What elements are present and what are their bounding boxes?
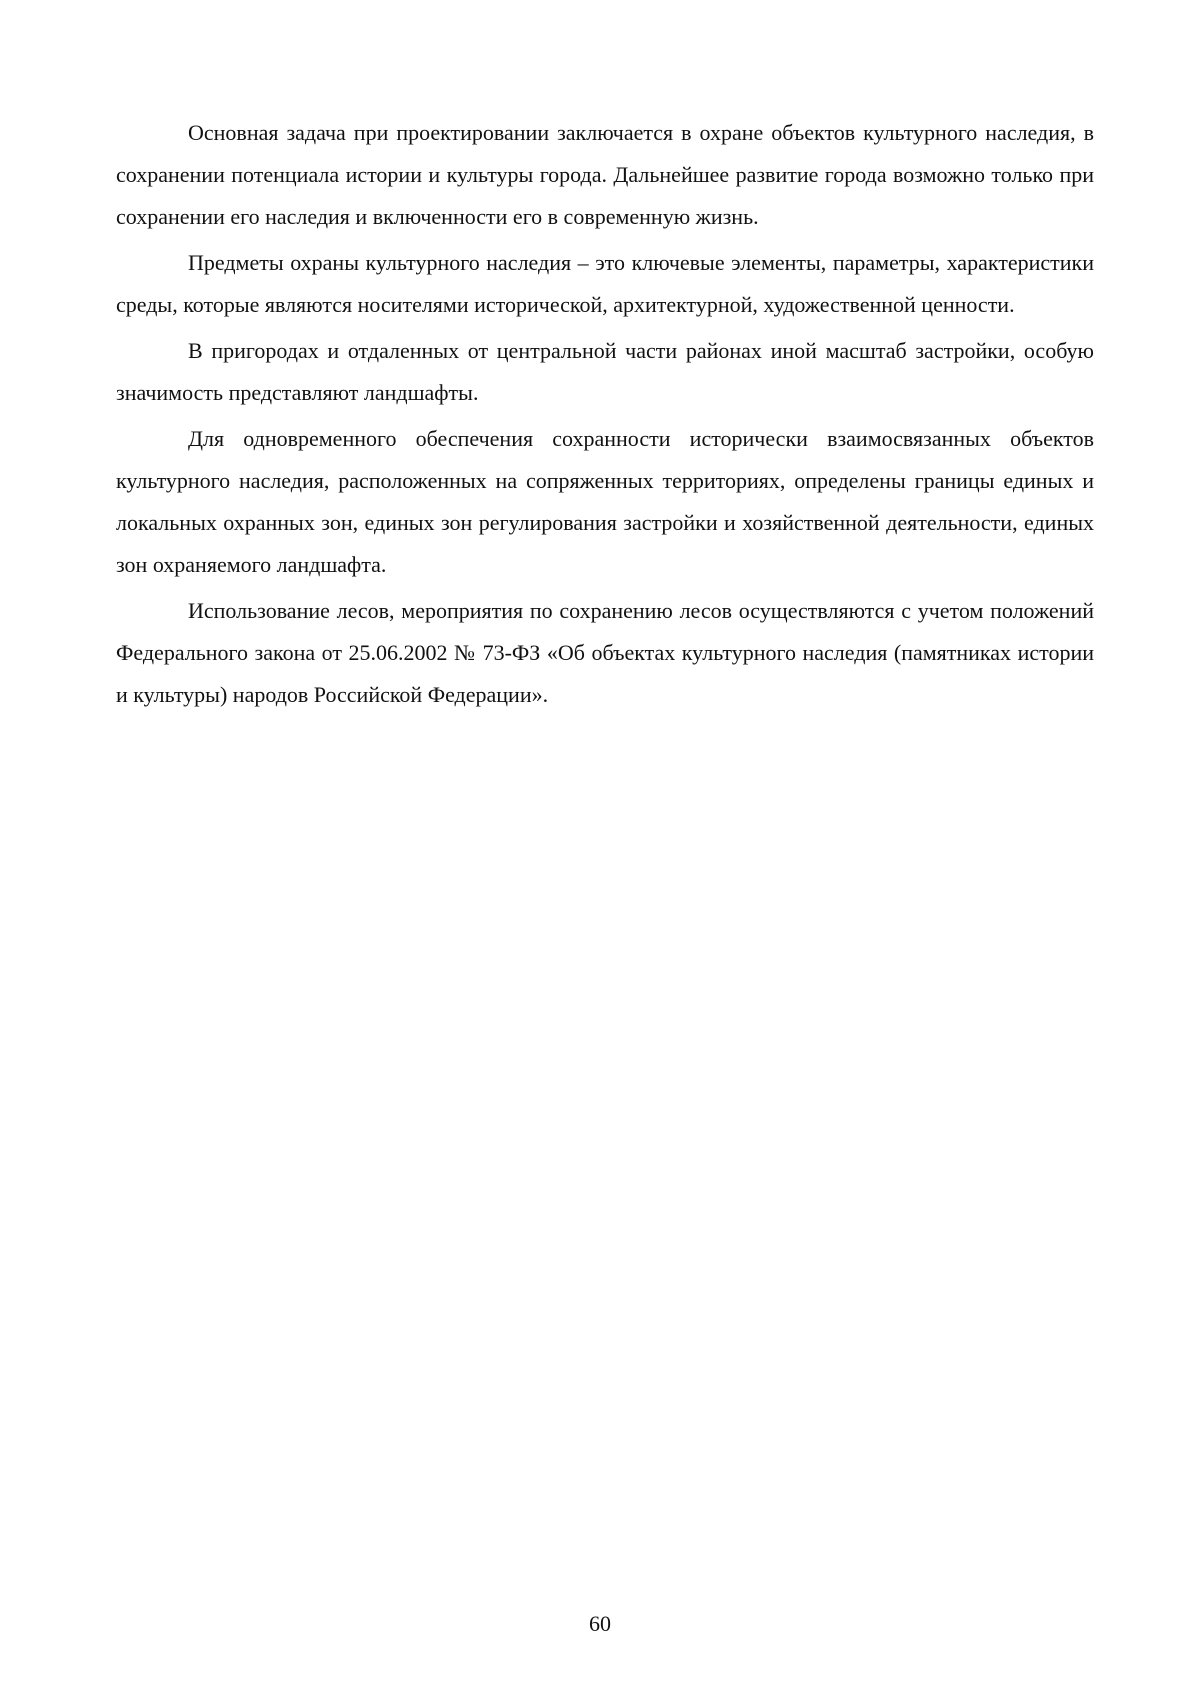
body-text: [116, 112, 1094, 720]
paragraph-main-task: Основная задача при проектировании заключается в охране объектов культурного наследия, в сохранении потенциала истории и культуры города. Дальнейшее развитие города возможно только при сохранении его наследия и включенности его в современную жизнь.: [116, 120, 1094, 229]
page-number: 60: [589, 1611, 611, 1636]
paragraph-protection-subjects: Предметы охраны культурного наследия – это ключевые элементы, параметры, характеристики среды, которые являются носителями исторической, архитектурной, художественной ценности.: [116, 250, 1094, 317]
paragraph-forest-use: Использование лесов, мероприятия по сохранению лесов осуществляются с учетом положений Федерального закона от 25.06.2002 № 73-ФЗ «Об объектах культурного наследия (памятниках истории и культуры) народов Российской Федерации».: [116, 598, 1094, 707]
paragraph-suburbs: В пригородах и отдаленных от центральной части районах иной масштаб застройки, особую значимость представляют ландшафты.: [116, 338, 1094, 405]
paragraph-protection-zones: Для одновременного обеспечения сохранности исторически взаимосвязанных объектов культурного наследия, расположенных на сопряженных территориях, определены границы единых и локальных охранных зон, единых зон регулирования застройки и хозяйственной деятельности, единых зон охраняемого ландшафта.: [116, 426, 1094, 577]
